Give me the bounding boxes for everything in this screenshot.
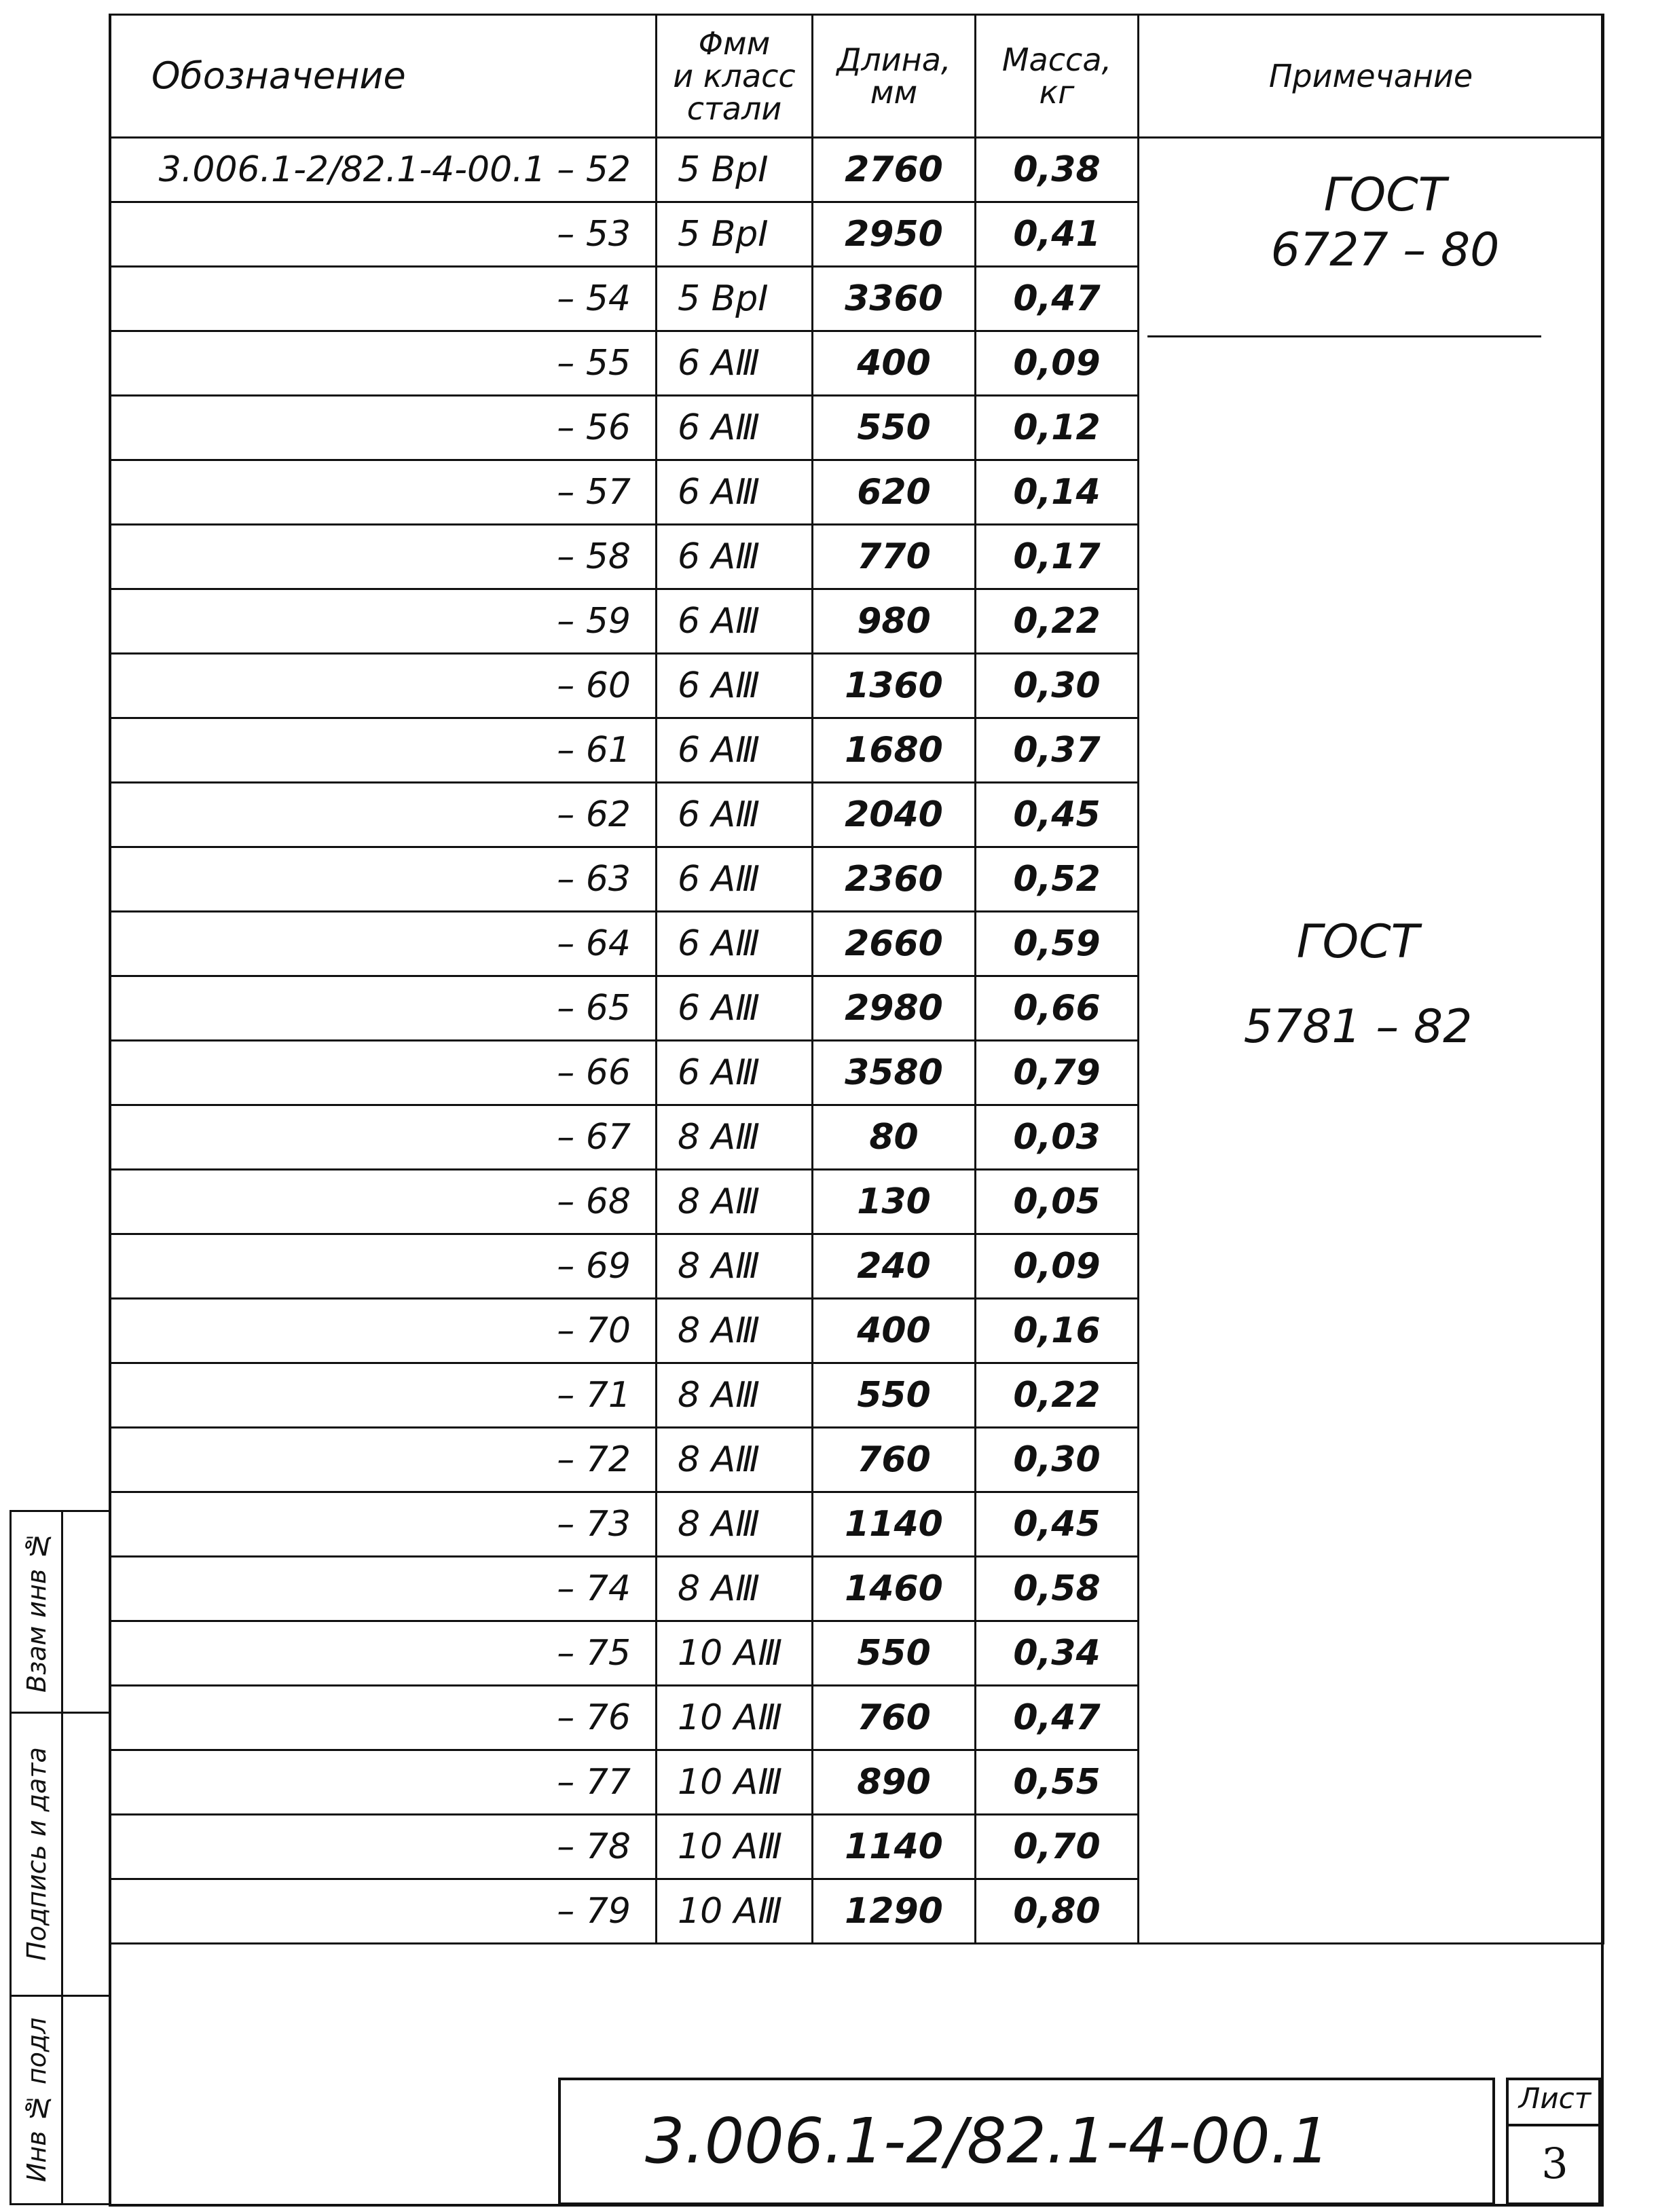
cell-length: 770 <box>813 525 976 589</box>
cell-designation: – 59 <box>110 589 657 654</box>
cell-designation: 3.006.1-2/82.1-4-00.1 – 52 <box>110 138 657 202</box>
cell-designation: – 71 <box>110 1363 657 1428</box>
note-standard-2 <box>1168 910 1548 1059</box>
cell-mass: 0,14 <box>976 460 1139 525</box>
table-row <box>110 1170 1604 1234</box>
cell-diameter-class: 6 АⅢ <box>657 654 813 718</box>
table-row <box>110 654 1604 718</box>
cell-length: 620 <box>813 460 976 525</box>
cell-note <box>1139 1750 1604 1815</box>
table-row <box>110 396 1604 460</box>
cell-note <box>1139 1815 1604 1879</box>
note-standard-2-title: ГОСТ <box>1296 915 1420 969</box>
cell-length: 2660 <box>813 912 976 976</box>
cell-diameter-class: 6 АⅢ <box>657 1041 813 1105</box>
table-row <box>110 460 1604 525</box>
cell-note <box>1139 525 1604 589</box>
cell-mass: 0,37 <box>976 718 1139 783</box>
table-filler-cell <box>110 1944 1604 1945</box>
cell-designation: – 70 <box>110 1299 657 1363</box>
cell-mass: 0,79 <box>976 1041 1139 1105</box>
cell-diameter-class: 5 ВрⅠ <box>657 202 813 267</box>
cell-length: 1140 <box>813 1815 976 1879</box>
cell-length: 980 <box>813 589 976 654</box>
table-filler-row <box>110 1944 1604 1945</box>
cell-length: 760 <box>813 1686 976 1750</box>
cell-designation: – 74 <box>110 1557 657 1621</box>
table-row <box>110 1879 1604 1944</box>
cell-designation: – 64 <box>110 912 657 976</box>
table-row <box>110 1686 1604 1750</box>
cell-length: 1360 <box>813 654 976 718</box>
table-row <box>110 1815 1604 1879</box>
cell-mass: 0,45 <box>976 1492 1139 1557</box>
cell-length: 550 <box>813 1363 976 1428</box>
side-label-exchange: Взам инв № <box>22 1530 52 1693</box>
cell-mass: 0,58 <box>976 1557 1139 1621</box>
cell-note <box>1139 1621 1604 1686</box>
cell-note <box>1139 589 1604 654</box>
cell-designation: – 61 <box>110 718 657 783</box>
cell-diameter-class: 10 АⅢ <box>657 1750 813 1815</box>
cell-length: 1680 <box>813 718 976 783</box>
cell-designation: – 72 <box>110 1428 657 1492</box>
table-row <box>110 1105 1604 1170</box>
cell-length: 1460 <box>813 1557 976 1621</box>
cell-note <box>1139 718 1604 783</box>
cell-designation: – 54 <box>110 267 657 331</box>
cell-designation: – 60 <box>110 654 657 718</box>
cell-mass: 0,41 <box>976 202 1139 267</box>
cell-designation: – 78 <box>110 1815 657 1879</box>
cell-note <box>1139 847 1604 912</box>
cell-mass: 0,70 <box>976 1815 1139 1879</box>
cell-length: 550 <box>813 1621 976 1686</box>
cell-length: 80 <box>813 1105 976 1170</box>
table-row <box>110 1557 1604 1621</box>
header-length: Длина, мм <box>813 15 976 138</box>
cell-note <box>1139 1557 1604 1621</box>
cell-diameter-class: 6 АⅢ <box>657 912 813 976</box>
cell-mass: 0,45 <box>976 783 1139 847</box>
cell-designation: – 62 <box>110 783 657 847</box>
cell-designation: – 67 <box>110 1105 657 1170</box>
cell-designation: – 57 <box>110 460 657 525</box>
table-row <box>110 1428 1604 1492</box>
cell-mass: 0,59 <box>976 912 1139 976</box>
table-row <box>110 1299 1604 1363</box>
cell-note <box>1139 396 1604 460</box>
cell-mass: 0,66 <box>976 976 1139 1041</box>
cell-mass: 0,55 <box>976 1750 1139 1815</box>
cell-note <box>1139 1428 1604 1492</box>
cell-note <box>1139 331 1604 396</box>
cell-note <box>1139 654 1604 718</box>
side-stamp <box>10 1510 111 2205</box>
cell-diameter-class: 8 АⅢ <box>657 1428 813 1492</box>
cell-mass: 0,09 <box>976 1234 1139 1299</box>
table-row <box>110 783 1604 847</box>
document-code: 3.006.1-2/82.1-4-00.1 <box>645 2105 1330 2177</box>
cell-designation: – 53 <box>110 202 657 267</box>
cell-diameter-class: 5 ВрⅠ <box>657 267 813 331</box>
table-header-row <box>110 15 1604 138</box>
cell-diameter-class: 8 АⅢ <box>657 1363 813 1428</box>
table-row <box>110 1234 1604 1299</box>
cell-diameter-class: 5 ВрⅠ <box>657 138 813 202</box>
cell-note <box>1139 783 1604 847</box>
cell-note <box>1139 1879 1604 1944</box>
cell-length: 2950 <box>813 202 976 267</box>
table-row <box>110 1750 1604 1815</box>
cell-diameter-class: 10 АⅢ <box>657 1879 813 1944</box>
cell-length: 2760 <box>813 138 976 202</box>
table-row <box>110 1621 1604 1686</box>
cell-diameter-class: 10 АⅢ <box>657 1815 813 1879</box>
cell-diameter-class: 8 АⅢ <box>657 1557 813 1621</box>
side-label-original: Инв № подл <box>22 2017 52 2183</box>
cell-designation: – 79 <box>110 1879 657 1944</box>
cell-diameter-class: 6 АⅢ <box>657 525 813 589</box>
cell-designation: – 63 <box>110 847 657 912</box>
cell-mass: 0,47 <box>976 267 1139 331</box>
header-diameter: Φмм и класс стали <box>657 15 813 138</box>
cell-designation: – 73 <box>110 1492 657 1557</box>
cell-diameter-class: 6 АⅢ <box>657 331 813 396</box>
cell-mass: 0,17 <box>976 525 1139 589</box>
cell-designation: – 56 <box>110 396 657 460</box>
cell-length: 1290 <box>813 1879 976 1944</box>
cell-length: 400 <box>813 1299 976 1363</box>
cell-designation: – 77 <box>110 1750 657 1815</box>
cell-length: 550 <box>813 396 976 460</box>
header-designation: Обозначение <box>110 15 657 138</box>
cell-designation: – 55 <box>110 331 657 396</box>
note-standard-1-title: ГОСТ <box>1323 168 1447 222</box>
cell-mass: 0,03 <box>976 1105 1139 1170</box>
sheet-label: Лист <box>1518 2082 1591 2115</box>
cell-length: 2040 <box>813 783 976 847</box>
cell-length: 240 <box>813 1234 976 1299</box>
table-row <box>110 718 1604 783</box>
cell-designation: – 75 <box>110 1621 657 1686</box>
cell-length: 3360 <box>813 267 976 331</box>
cell-designation: – 76 <box>110 1686 657 1750</box>
cell-diameter-class: 6 АⅢ <box>657 396 813 460</box>
cell-length: 2980 <box>813 976 976 1041</box>
cell-diameter-class: 8 АⅢ <box>657 1299 813 1363</box>
note-divider-line <box>1147 335 1541 337</box>
note-standard-1 <box>1195 163 1575 282</box>
table-row <box>110 1492 1604 1557</box>
cell-designation: – 69 <box>110 1234 657 1299</box>
cell-diameter-class: 10 АⅢ <box>657 1686 813 1750</box>
cell-length: 760 <box>813 1428 976 1492</box>
cell-note <box>1139 1299 1604 1363</box>
cell-diameter-class: 8 АⅢ <box>657 1234 813 1299</box>
header-mass: Масса, кг <box>976 15 1139 138</box>
cell-length: 890 <box>813 1750 976 1815</box>
cell-mass: 0,34 <box>976 1621 1139 1686</box>
cell-note <box>1139 1492 1604 1557</box>
cell-mass: 0,22 <box>976 589 1139 654</box>
cell-length: 1140 <box>813 1492 976 1557</box>
cell-length: 3580 <box>813 1041 976 1105</box>
cell-mass: 0,05 <box>976 1170 1139 1234</box>
cell-mass: 0,52 <box>976 847 1139 912</box>
cell-diameter-class: 6 АⅢ <box>657 460 813 525</box>
cell-diameter-class: 8 АⅢ <box>657 1105 813 1170</box>
cell-mass: 0,22 <box>976 1363 1139 1428</box>
cell-mass: 0,30 <box>976 654 1139 718</box>
note-standard-1-number: 6727 – 80 <box>1270 223 1500 278</box>
side-divider-line <box>61 1510 63 2205</box>
cell-note <box>1139 460 1604 525</box>
cell-note <box>1139 1234 1604 1299</box>
cell-designation: – 66 <box>110 1041 657 1105</box>
cell-diameter-class: 6 АⅢ <box>657 589 813 654</box>
table-row <box>110 525 1604 589</box>
cell-diameter-class: 6 АⅢ <box>657 718 813 783</box>
cell-mass: 0,12 <box>976 396 1139 460</box>
table-row <box>110 589 1604 654</box>
cell-diameter-class: 10 АⅢ <box>657 1621 813 1686</box>
side-label-signature: Подпись и дата <box>22 1747 52 1961</box>
sheet-box-divider <box>1506 2124 1601 2126</box>
cell-diameter-class: 6 АⅢ <box>657 847 813 912</box>
cell-length: 400 <box>813 331 976 396</box>
cell-length: 2360 <box>813 847 976 912</box>
cell-mass: 0,30 <box>976 1428 1139 1492</box>
cell-diameter-class: 8 АⅢ <box>657 1170 813 1234</box>
cell-diameter-class: 6 АⅢ <box>657 783 813 847</box>
sheet-number: 3 <box>1541 2139 1568 2188</box>
cell-mass: 0,09 <box>976 331 1139 396</box>
table-row <box>110 847 1604 912</box>
cell-mass: 0,38 <box>976 138 1139 202</box>
cell-mass: 0,47 <box>976 1686 1139 1750</box>
header-note: Примечание <box>1139 15 1604 138</box>
cell-note <box>1139 1170 1604 1234</box>
cell-mass: 0,16 <box>976 1299 1139 1363</box>
cell-note <box>1139 1363 1604 1428</box>
cell-mass: 0,80 <box>976 1879 1139 1944</box>
cell-length: 130 <box>813 1170 976 1234</box>
cell-note <box>1139 1686 1604 1750</box>
cell-note <box>1139 1105 1604 1170</box>
cell-diameter-class: 6 АⅢ <box>657 976 813 1041</box>
table-row <box>110 331 1604 396</box>
table-row <box>110 1363 1604 1428</box>
cell-designation: – 65 <box>110 976 657 1041</box>
cell-designation: – 58 <box>110 525 657 589</box>
cell-diameter-class: 8 АⅢ <box>657 1492 813 1557</box>
note-standard-2-number: 5781 – 82 <box>1243 1000 1473 1054</box>
cell-designation: – 68 <box>110 1170 657 1234</box>
